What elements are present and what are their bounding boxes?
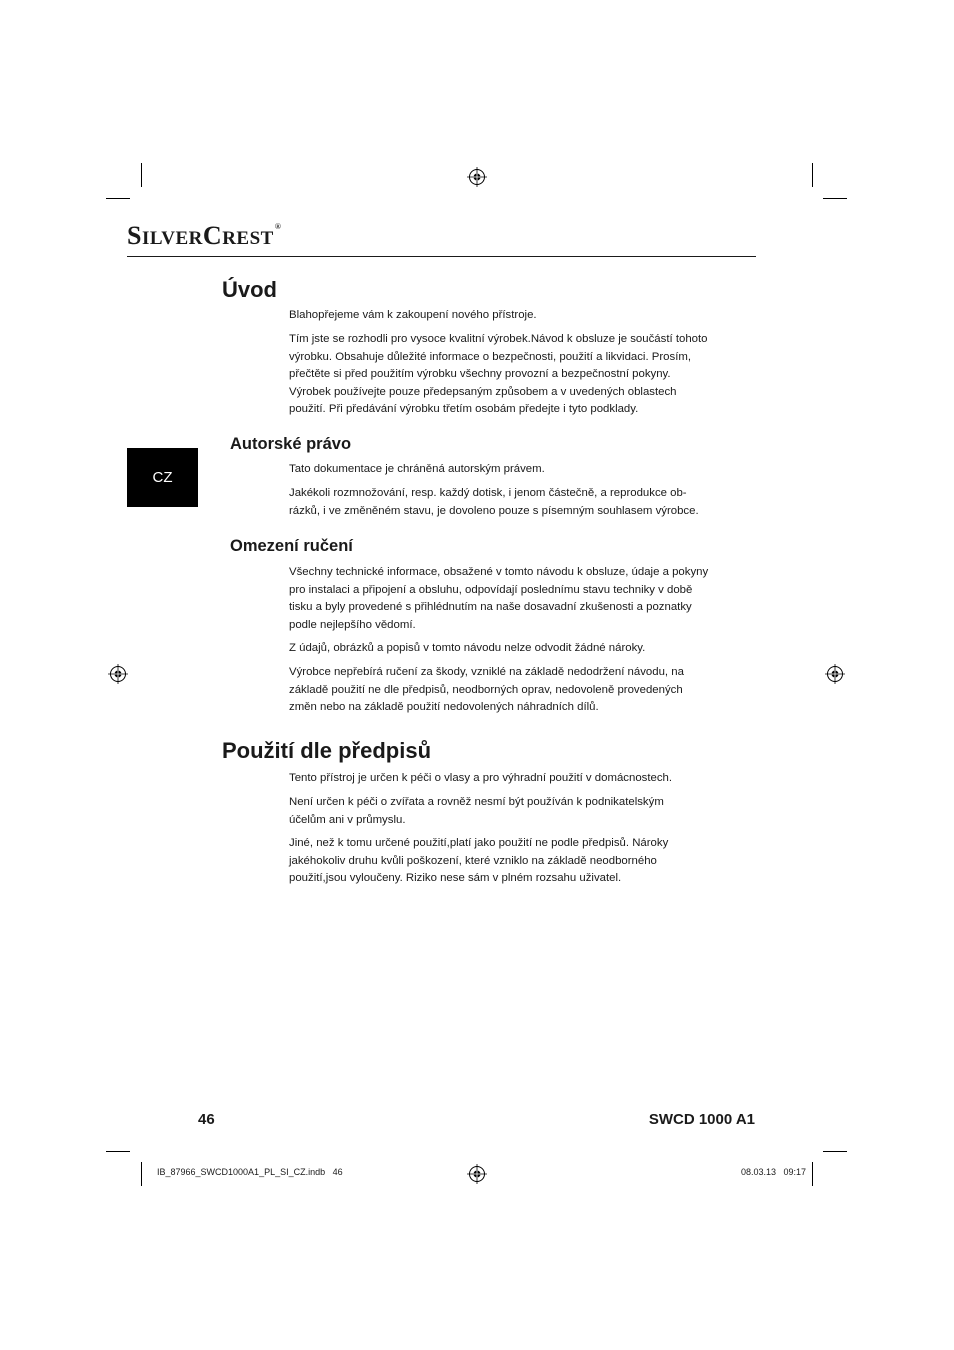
- brand-initial: C: [202, 221, 223, 250]
- crop-mark: [141, 1162, 142, 1186]
- registration-mark-icon: [467, 1164, 487, 1184]
- section-heading-liability: Omezení ručení: [230, 537, 353, 555]
- language-tab: CZ: [127, 448, 198, 507]
- paragraph: [289, 307, 737, 325]
- crop-mark: [106, 1151, 130, 1152]
- text-line: Tento přístroj je určen k péči o vlasy a pro výhradní použití v domácnostech.: [289, 772, 673, 784]
- brand-logo: [127, 223, 281, 249]
- text-line: podle nejlepšího vědomí.: [289, 618, 416, 631]
- model-name: SWCD 1000 A1: [648, 1111, 755, 1128]
- text-line: změn nebo na základě použití nedovolených náhradních dílů.: [289, 701, 599, 713]
- paragraph: [289, 461, 737, 479]
- text-line: výrobku. Obsahuje důležité informace o bezpečnosti, použití a likvidaci. Prosím,: [289, 350, 692, 363]
- text-line: Tato dokumentace je chráněná autorským právem.: [289, 463, 545, 475]
- slug-datetime: 08.03.13 09:17: [740, 1167, 806, 1177]
- text-line: Jakékoli rozmnožování, resp. každý dotisk, i jenom částečně, a reprodukce ob-: [289, 487, 687, 499]
- registration-mark-icon: [108, 664, 128, 684]
- text-line: Z údajů, obrázků a popisů v tomto návodu nelze odvodit žádné nároky.: [289, 642, 646, 654]
- text-line: použití,jsou vyloučeny. Riziko nese sám v plném rozsahu uživatel.: [289, 872, 622, 884]
- paragraph: [289, 664, 737, 717]
- crop-mark: [106, 198, 130, 199]
- text-line: použití. Při předávání výrobku třetím osobám předejte i tyto podklady.: [289, 403, 639, 415]
- slug-filename: IB_87966_SWCD1000A1_PL_SI_CZ.indb 46: [157, 1167, 343, 1177]
- paragraph: [289, 564, 737, 634]
- paragraph: [289, 770, 737, 788]
- crop-mark: [812, 1162, 813, 1186]
- paragraph: [289, 794, 737, 829]
- text-line: Blahopřejeme vám k zakoupení nového přístroje.: [289, 309, 537, 321]
- brand-smallcaps: REST: [222, 228, 274, 249]
- crop-mark: [812, 163, 813, 187]
- registration-mark-icon: [467, 167, 487, 187]
- text-line: přečtěte si před použitím výrobku všechny provozní a bezpečnostní pokyny.: [289, 368, 671, 380]
- text-line: Výrobek používejte pouze předepsaným způsobem a v uvedených oblastech: [289, 385, 677, 398]
- text-line: základě použití ne dle předpisů, neodborných oprav, nedovoleně provedených: [289, 683, 683, 696]
- crop-mark: [823, 198, 847, 199]
- trademark-symbol: ®: [274, 222, 282, 231]
- crop-mark: [823, 1151, 847, 1152]
- text-line: Tím jste se rozhodli pro vysoce kvalitní výrobek.Návod k obsluze je součástí tohoto: [289, 333, 708, 345]
- paragraph: [289, 835, 737, 888]
- text-line: jakéhokoliv druhu kvůli poškození, které vzniklo na základě neodborného: [289, 854, 657, 867]
- section-heading-intended-use: Použití dle předpisů: [222, 738, 432, 763]
- header-rule: [127, 256, 756, 257]
- text-line: Všechny technické informace, obsažené v tomto návodu k obsluze, údaje a pokyny: [289, 566, 709, 578]
- brand-smallcaps: ILVER: [141, 228, 203, 249]
- registration-mark-icon: [825, 664, 845, 684]
- crop-mark: [141, 163, 142, 187]
- text-line: Není určen k péči o zvířata a rovněž nesmí být používán k podnikatelským: [289, 796, 664, 808]
- section-heading-intro: Úvod: [222, 277, 277, 302]
- text-line: Výrobce nepřebírá ručení za škody, vzniklé na základě nedodržení návodu, na: [289, 666, 684, 678]
- text-line: rázků, i ve změněném stavu, je dovoleno pouze s písemným souhlasem výrobce.: [289, 504, 699, 517]
- text-line: účelům ani v průmyslu.: [289, 813, 406, 826]
- paragraph: [289, 640, 737, 658]
- brand-initial: S: [127, 221, 142, 250]
- text-line: tisku a byly provedené s přihlédnutím na naše dosavadní zkušenosti a poznatky: [289, 601, 692, 613]
- text-line: pro instalaci a připojení a obsluhu, odpovídají poslednímu stavu techniky v době: [289, 583, 693, 596]
- paragraph: [289, 331, 737, 419]
- section-heading-copyright: Autorské právo: [230, 435, 352, 453]
- text-line: Jiné, než k tomu určené použití,platí jako použití ne podle předpisů. Nároky: [289, 837, 669, 849]
- paragraph: [289, 485, 737, 520]
- page-number: 46: [198, 1111, 215, 1128]
